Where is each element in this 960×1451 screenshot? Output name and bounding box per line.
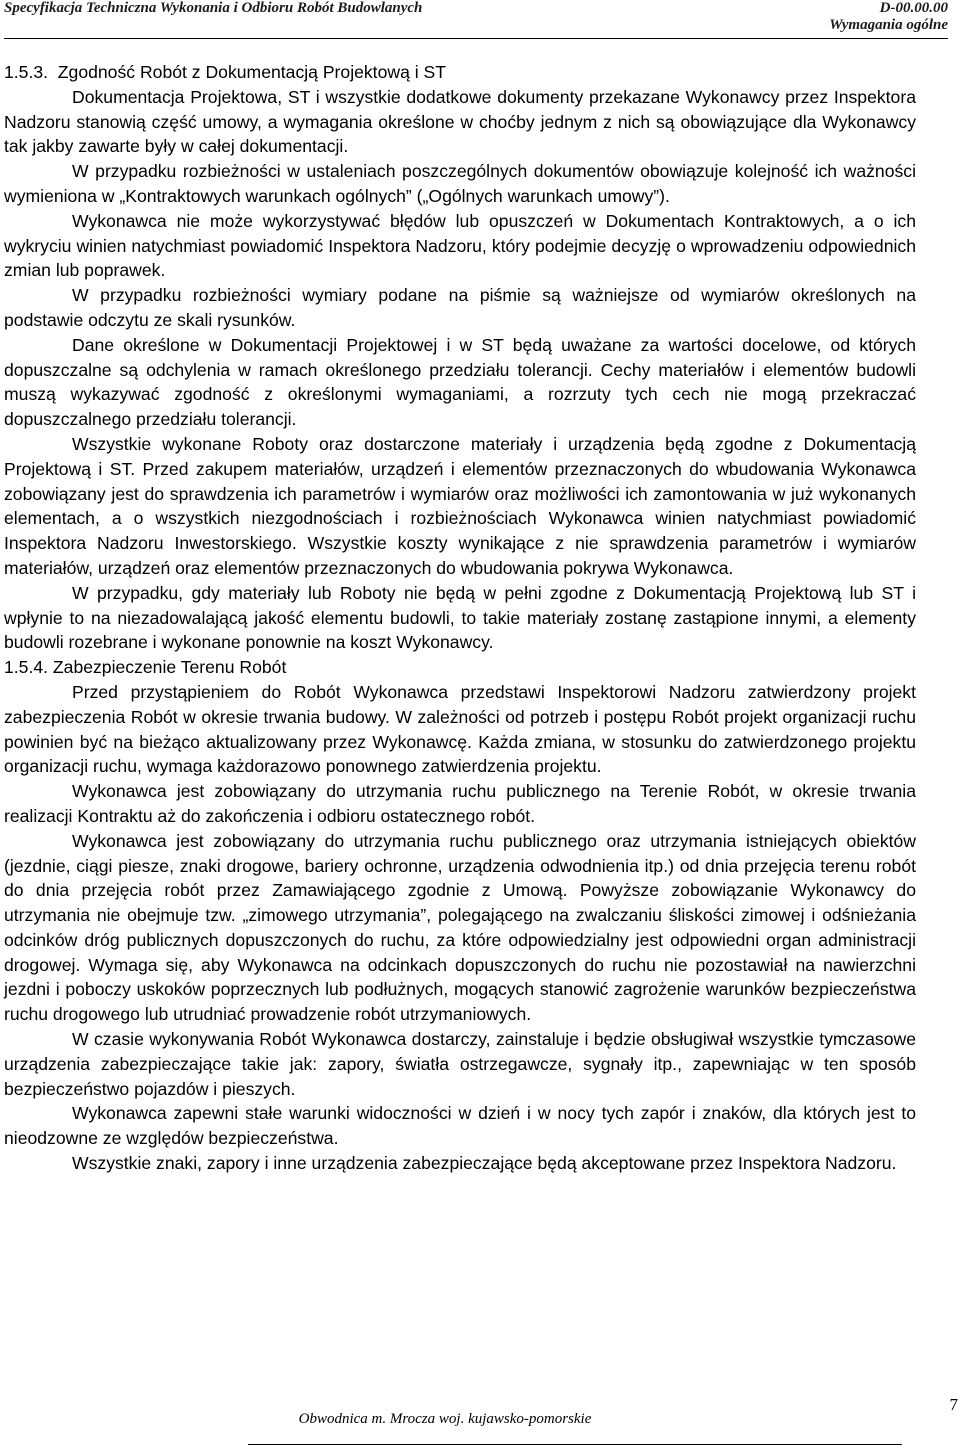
- body-paragraph: Wszystkie znaki, zapory i inne urządzenia zabezpieczające będą akceptowane przez Inspektora Nadzoru.: [72, 1153, 897, 1174]
- body-paragraph: Przed przystąpieniem do Robót Wykonawca przedstawi Inspektorowi Nadzoru zatwierdzony projekt zabezpieczenia Robót w okresie trwania budowy. W zależności od potrzeb i postępu Robót projekt organizacji ruchu powinien być na bieżąco aktualizowany przez Wykonawcę. Każda zmiana, w stosunku do zatwierdzonego projektu organizacji ruchu, wymaga każdorazowo ponownego zatwierdzenia projektu.: [4, 681, 916, 777]
- section-heading-1-5-3: 1.5.3. Zgodność Robót z Dokumentacją Projektową i ST: [4, 62, 447, 82]
- body-paragraph: Dane określone w Dokumentacji Projektowej i w ST będą uważane za wartości docelowe, od których dopuszczalne są odchylenia w ramach określonego przedziału tolerancji. Cechy materiałów i elementów budowli muszą wykazywać zgodność z określonymi wymaganiami, a rozrzuty tych cech nie mogą przekraczać dopuszczalnego przedziału tolerancji.: [4, 334, 916, 430]
- body-paragraph: W przypadku, gdy materiały lub Roboty nie będą w pełni zgodne z Dokumentacją Projektową lub ST i wpłynie to na niezadowalającą jakość elementu budowli, to takie materiały zostanę zastąpione innymi, a elementy budowli rozebrane i wykonane ponownie na koszt Wykonawcy.: [4, 582, 916, 653]
- body-paragraph: Wszystkie wykonane Roboty oraz dostarczone materiały i urządzenia będą zgodne z Dokumentacją Projektową i ST. Przed zakupem materiałów, urządzeń i elementów przeznaczonych do wbudowania Wykonawca zobowiązany jest do sprawdzenia ich parametrów i wymiarów oraz możliwości ich zamontowania w już wykonanych elementach, a o wszystkich niezgodnościach i rozbieżnościach Wykonawca winien natychmiast powiadomić Inspektora Nadzoru Inwestorskiego. Wszystkie koszty wynikające z nie sprawdzenia parametrów i wymiarów materiałów, urządzeń oraz elementów przeznaczonych do wbudowania pokrywa Wykonawca.: [4, 433, 916, 578]
- document-subtitle: Wymagania ogólne: [829, 17, 948, 33]
- body-paragraph: Wykonawca zapewni stałe warunki widoczności w dzień i w nocy tych zapór i znaków, dla których jest to nieodzowne ze względów bezpieczeństwa.: [4, 1103, 916, 1149]
- body-paragraph: Wykonawca nie może wykorzystywać błędów lub opuszczeń w Dokumentach Kontraktowych, a o ich wykryciu winien natychmiast powiadomić Inspektora Nadzoru, który podejmie decyzję o wprowadzeniu odpowiednich zmian lub poprawek.: [4, 210, 916, 281]
- body-paragraph: W przypadku rozbieżności w ustaleniach poszczególnych dokumentów obowiązuje kolejność ich ważności wymieniona w „Kontraktowych warunkach ogólnych” („Ogólnych warunkach umowy”).: [4, 161, 916, 206]
- footer-rule: [248, 1444, 902, 1445]
- document-code-block: [829, 0, 948, 34]
- body-paragraph: Wykonawca jest zobowiązany do utrzymania ruchu publicznego oraz utrzymania istniejących obiektów (jezdnie, ciągi piesze, znaki drogowe, bariery ochronne, urządzenia odwodnienia itp.) od dnia przejęcia terenu robót do dnia przejęcia robót przez Zamawiającego zgodnie z Umową. Powyższe zobowiązanie Wykonawcy do utrzymania nie obejmuje tzw. „zimowego utrzymania”, polegającego na zwalczaniu śliskości zimowej i odśnieżania odcinków dróg publicznych dopuszczonych do ruchu, za które odpowiedzialny jest odpowiedni organ administracji drogowej. Wymaga się, aby Wykonawca na odcinkach dopuszczonych do ruchu nie pozostawiał na nawierzchni jezdni i poboczy uskoków poprzecznych lub podłużnych, mogących stanowić zagrożenie warunków bezpieczeństwa ruchu drogowego lub utrudniać prowadzenie robót utrzymaniowych.: [4, 830, 916, 1025]
- header-rule: [4, 38, 948, 39]
- document-body: [4, 60, 916, 1176]
- section-heading-1-5-4: 1.5.4. Zabezpieczenie Terenu Robót: [4, 657, 287, 678]
- page-footer-text: Obwodnica m. Mrocza woj. kujawsko-pomorskie: [298, 1411, 592, 1427]
- body-paragraph: W czasie wykonywania Robót Wykonawca dostarczy, zainstaluje i będzie obsługiwał wszystkie tymczasowe urządzenia zabezpieczające takie jak: zapory, światła ostrzegawcze, sygnały itp., zapewniając w ten sposób bezpieczeństwo pojazdów i pieszych.: [4, 1029, 916, 1099]
- document-code: D-00.00.00: [879, 0, 948, 16]
- page-header: [0, 0, 960, 42]
- body-paragraph: Wykonawca jest zobowiązany do utrzymania ruchu publicznego na Terenie Robót, w okresie trwania realizacji Kontraktu aż do zakończenia i odbioru ostatecznego robót.: [4, 781, 916, 826]
- body-paragraph: W przypadku rozbieżności wymiary podane na piśmie są ważniejsze od wymiarów określonych na podstawie odczytu ze skali rysunków.: [4, 285, 916, 330]
- body-paragraph: Dokumentacja Projektowa, ST i wszystkie dodatkowe dokumenty przekazane Wykonawcy przez Inspektora Nadzoru stanowią część umowy, a wymagania określone w choćby jednym z nich są obowiązujące dla Wykonawcy tak jakby zawarte były w całej dokumentacji.: [4, 86, 916, 157]
- document-title: Specyfikacja Techniczna Wykonania i Odbioru Robót Budowlanych: [4, 0, 423, 16]
- page-number: 7: [949, 1395, 958, 1414]
